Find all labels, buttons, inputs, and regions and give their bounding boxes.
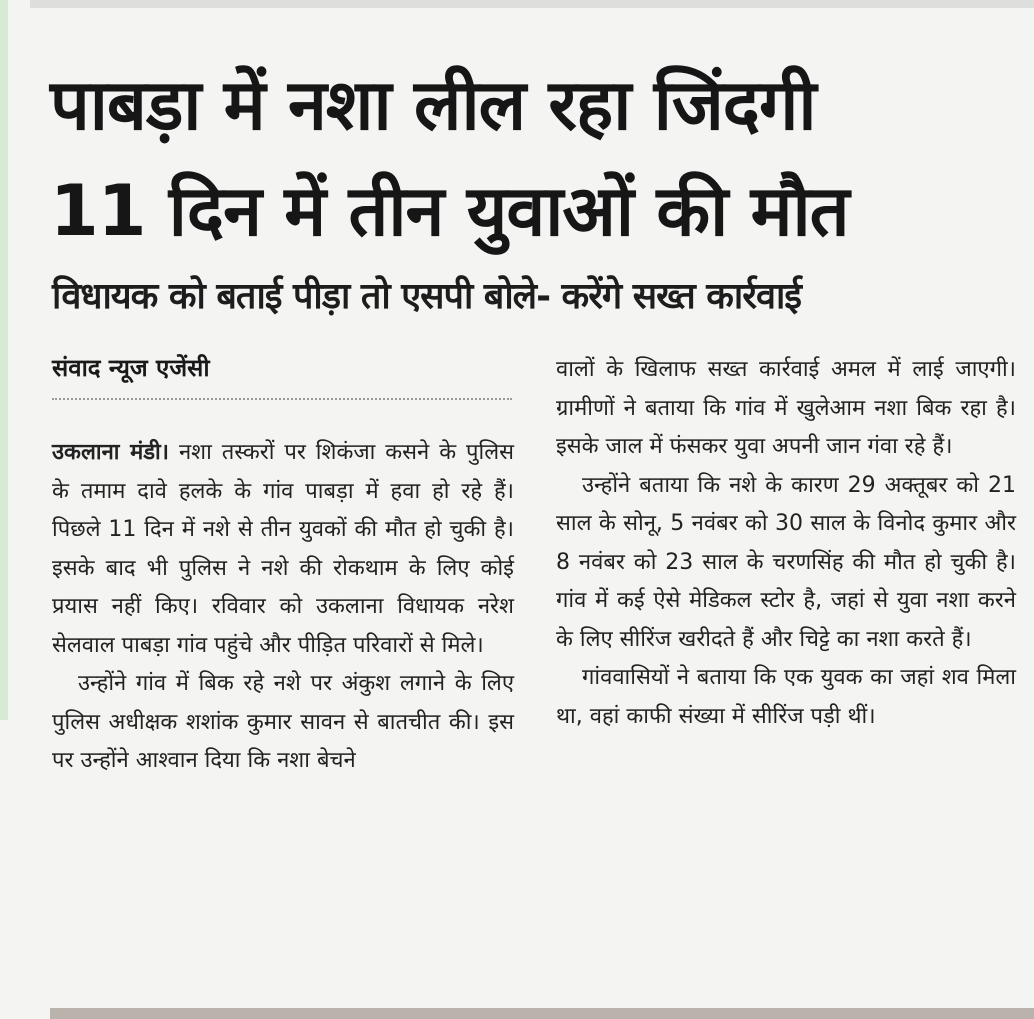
article-paragraph-3: उन्होंने बताया कि नशे के कारण 29 अक्तूबर को 21 साल के सोनू, 5 नवंबर को 30 साल के विनोद कुमार और 8 नवंबर को 23 साल के चरणसिंह की मौत हो चुकी है। गांव में कई ऐसे मेडिकल स्टोर है, जहां से युवा नशा करने के लिए सीरिंज खरीदते हैं और चिट्टे का नशा करते हैं। <box>556 472 1016 652</box>
previous-article-edge <box>30 0 1034 8</box>
article-column-right <box>556 351 1016 736</box>
article-paragraph-2-continued: वालों के खिलाफ सख्त कार्रवाई अमल में लाई जाएगी। ग्रामीणों ने बताया कि गांव में खुलेआम नशा बिक रहा है। इसके जाल में फंसकर युवा अपनी जान गंवा रहे हैं। <box>556 357 1016 459</box>
photo-edge <box>50 1008 1034 1019</box>
article-paragraph-4: गांववासियों ने बताया कि एक युवक का जहां शव मिला था, वहां काफी संख्या में सीरिंज पड़ी थीं। <box>556 665 1016 729</box>
headline-line-1: पाबड़ा में नशा लील रहा जिंदगी <box>50 64 816 146</box>
paragraph-1-text: नशा तस्करों पर शिकंजा कसने के पुलिस के तमाम दावे हलके के गांव पाबड़ा में हवा हो रहे हैं। पिछले 11 दिन में नशे से तीन युवकों की मौत हो चुकी है। इसके बाद भी पुलिस ने नशे की रोकथाम के लिए कोई प्रयास नहीं किए। रविवार को उकलाना विधायक नरेश सेलवाल पाबड़ा गांव पहुंचे और पीड़ित परिवारों से मिले। <box>52 440 514 658</box>
article-paragraph-2: उन्होंने गांव में बिक रहे नशे पर अंकुश लगाने के लिए पुलिस अधीक्षक शशांक कुमार सावन से बातचीत की। इस पर उन्होंने आश्वान दिया कि नशा बेचने <box>52 671 514 773</box>
byline-divider <box>52 398 512 400</box>
dateline: उकलाना मंडी। <box>52 440 170 465</box>
article-paragraph-1 <box>52 434 514 665</box>
headline-line-2: 11 दिन में तीन युवाओं की मौत <box>50 170 849 252</box>
byline: संवाद न्यूज एजेंसी <box>52 354 210 382</box>
page-edge-strip <box>0 0 8 720</box>
article-column-left <box>52 434 514 781</box>
subheadline: विधायक को बताई पीड़ा तो एसपी बोले- करेंगे सख्त कार्रवाई <box>52 276 801 317</box>
headline <box>50 52 1020 264</box>
